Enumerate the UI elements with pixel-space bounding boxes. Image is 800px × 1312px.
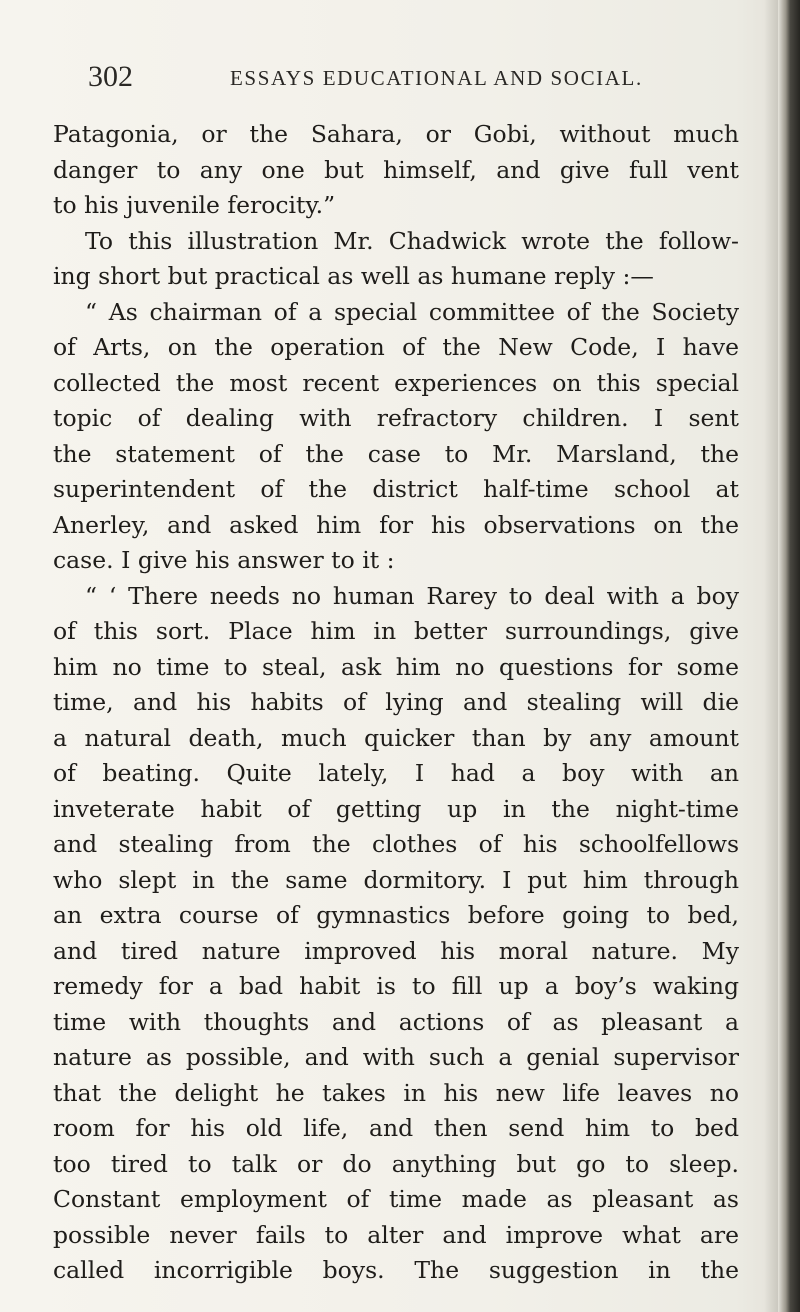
text-line: who slept in the same dormitory. I put him through [53, 865, 739, 894]
text-line: of beating. Quite lately, I had a boy with an [53, 759, 739, 787]
text-line: ing short but practical as well as humane reply :— [53, 262, 654, 290]
text-line: and tired nature improved his moral nature. My [53, 936, 739, 965]
text-line: superintendent of the district half-time school at [53, 475, 739, 503]
text-line: an extra course of gymnastics before going to bed, [53, 901, 739, 929]
text-line: that the delight he takes in his new life leaves no [53, 1078, 739, 1107]
text-line: called incorrigible boys. The suggestion in the [53, 1256, 739, 1284]
body-text [53, 117, 773, 1289]
text-line: possible never fails to alter and improve what are [53, 1220, 739, 1249]
text-line: room for his old life, and then send him to bed [53, 1114, 739, 1142]
text-line: danger to any one but himself, and give full vent [53, 155, 739, 184]
text-line: collected the most recent experiences on this special [53, 368, 739, 397]
text-line: nature as possible, and with such a genial supervisor [53, 1043, 739, 1071]
text-line: remedy for a bad habit is to fill up a boy’s waking [53, 972, 739, 1000]
text-line: case. I give his answer to it : [53, 546, 395, 574]
running-head: ESSAYS EDUCATIONAL AND SOCIAL. [230, 66, 643, 90]
text-line: “ As chairman of a special committee of the Society [85, 297, 739, 326]
text-line: the statement of the case to Mr. Marsland, the [53, 439, 739, 468]
text-line: Patagonia, or the Sahara, or Gobi, without much [53, 120, 739, 148]
page-number: 302 [88, 60, 133, 93]
text-line: To this illustration Mr. Chadwick wrote the follow- [85, 226, 739, 255]
text-line: Anerley, and asked him for his observations on the [53, 510, 739, 539]
text-line: a natural death, much quicker than by any amount [53, 723, 739, 752]
page-header [88, 60, 748, 94]
text-line: him no time to steal, ask him no questions for some [53, 652, 739, 681]
text-line: of Arts, on the operation of the New Code, I have [53, 333, 739, 361]
text-line: “ ‘ There needs no human Rarey to deal with a boy [85, 581, 739, 610]
page-edge-shadow [778, 0, 800, 1312]
text-line: of this sort. Place him in better surroundings, give [53, 617, 739, 645]
text-line: time with thoughts and actions of as pleasant a [53, 1007, 739, 1036]
text-line: inveterate habit of getting up in the night-time [53, 794, 739, 823]
text-line: and stealing from the clothes of his schoolfellows [53, 830, 739, 858]
text-line: too tired to talk or do anything but go to sleep. [53, 1149, 739, 1178]
text-line: topic of dealing with refractory children. I sent [53, 404, 739, 432]
text-line: Constant employment of time made as pleasant as [53, 1185, 739, 1213]
text-line: time, and his habits of lying and stealing will die [53, 688, 739, 716]
text-line: to his juvenile ferocity.” [53, 191, 336, 219]
